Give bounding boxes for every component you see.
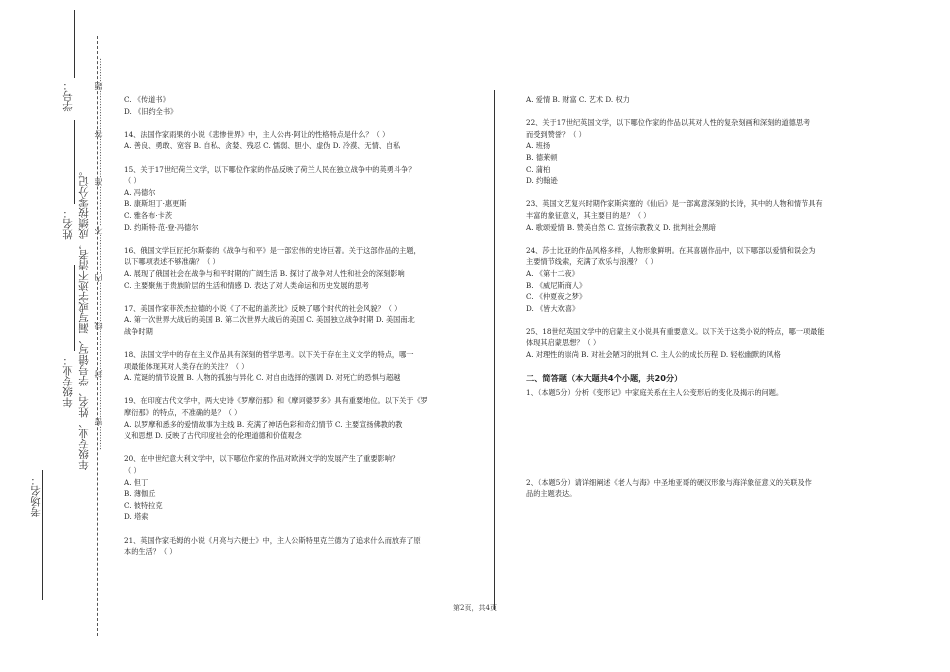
column-divider (494, 90, 495, 610)
question-text: 1、（本题5分）分析《变形记》中家庭关系在主人公变形后的变化及揭示的问题。 (526, 388, 784, 398)
question-text: 主要情节线索，充满了欢乐与浪漫？（ ） (526, 257, 658, 267)
question-text: 25、18世纪英国文学中的启蒙主义小说具有重要意义。以下关于这类小说的特点，哪一项最能 (526, 326, 825, 336)
grade-major-line (74, 265, 75, 351)
question-text: 18、法国文学中的存在主义作品具有深刻的哲学思考。以下关于存在主义文学的特点，哪一 (124, 350, 414, 360)
question-text: 品的主题表达。 (526, 489, 577, 499)
question-16 (124, 245, 474, 291)
question-text: 15、关于17世纪荷兰文学，以下哪位作家的作品反映了荷兰人民在独立战争中的英勇斗争？ (124, 164, 416, 174)
option-line: C. 蒲柏 (526, 164, 551, 174)
section-title: 二、简答题（本大题共4个小题，共20分） (526, 373, 683, 384)
question-text: （ ） (124, 176, 141, 186)
question-text: 体现其启蒙思想？（ ） (526, 338, 601, 348)
option-line: 义和思想 D. 反映了古代印度社会的伦理道德和价值观念 (124, 431, 302, 441)
page-number: 第2页，共4页 (453, 604, 497, 612)
seal-dashed-line (97, 36, 98, 636)
option-line: C. 彼特拉克 (124, 500, 163, 510)
question-17 (124, 303, 474, 338)
name-label: 姓名： (62, 208, 74, 240)
question-text: 16、俄国文学巨匠托尔斯泰的《战争与和平》是一部宏伟的史诗巨著。关于这部作品的主题， (124, 245, 421, 255)
option-line: A. 展现了俄国社会在战争与和平时期的广阔生活 B. 探讨了战争对人性和社会的深刻影响 (124, 268, 405, 278)
answer-space-1[interactable] (526, 399, 876, 477)
question-text: 以下哪项表述不够准确？（ ） (124, 257, 220, 267)
question-13-options (124, 94, 474, 117)
question-text: 23、英国文艺复兴时期作家斯宾塞的《仙后》是一部寓意深刻的长诗，其中的人物和情节具有 (526, 199, 823, 209)
option-line: A. 爱情 B. 财富 C. 艺术 D. 权力 (526, 95, 630, 104)
question-21 (124, 535, 474, 558)
question-14 (124, 129, 474, 152)
question-text: 项最能体现其对人类存在的关注？（ ） (124, 361, 249, 371)
question-19 (124, 395, 474, 441)
option-line: B. 薄伽丘 (124, 489, 156, 499)
option-line: A. 荒诞的情节设置 B. 人物的孤独与异化 C. 对自由选择的强调 D. 对死亡的恐惧与超越 (124, 373, 401, 383)
question-text: 而受到赞誉？（ ） (526, 129, 586, 139)
option-line: A. 但丁 (124, 477, 149, 487)
option-line: B. 《威尼斯商人》 (526, 280, 587, 290)
question-text: 17、美国作家菲茨杰拉德的小说《了不起的盖茨比》反映了哪个时代的社会风貌？（ ） (124, 303, 402, 313)
question-18 (124, 349, 474, 384)
binding-strip (0, 0, 110, 672)
option-line: A. 歌颂爱情 B. 赞美自然 C. 宣扬宗教教义 D. 批判社会黑暗 (526, 222, 717, 232)
name-line (74, 120, 75, 204)
question-text: 丰富的象征意义，其主要目的是？（ ） (526, 210, 651, 220)
option-line: A. 对理性的崇尚 B. 对社会陋习的批判 C. 主人公的成长历程 D. 轻松幽默的风格 (526, 350, 781, 360)
question-22 (526, 117, 876, 187)
option-line: B. 德莱顿 (526, 152, 558, 162)
short-answer-1 (526, 387, 876, 399)
option-line: C. 雅各布·卡茨 (124, 210, 173, 220)
option-line: D. 约斯特·范·登·冯德尔 (124, 222, 199, 232)
option-line: A. 冯德尔 (124, 187, 156, 197)
seal-line-warning: ………密……………封……………线……………内……………不……………准……………答……………题……… (94, 58, 103, 450)
question-text: 20、在中世纪意大利文学中，以下哪位作家的作品对欧洲文学的发展产生了重要影响？ (124, 454, 400, 464)
question-text: 摩衍那》的特点，不准确的是？（ ） (124, 408, 242, 418)
grade-major-label: 年级专业： (62, 355, 74, 408)
right-column (526, 94, 876, 500)
option-line: A. 班扬 (526, 141, 551, 151)
question-text: 22、关于17世纪英国文学，以下哪位作家的作品以其对人性的复杂刻画和深刻的道德思考 (526, 118, 811, 128)
question-15 (124, 164, 474, 234)
question-text: 24、莎士比亚的作品风格多样，人物形象鲜明。在其喜剧作品中，以下哪部以爱情和误会为 (526, 245, 816, 255)
notice-text: 年级专业、姓名、学号错写、漏写或字迹不清者，成绩按零分记。 (78, 165, 90, 470)
option-line: D. 《旧约全书》 (124, 106, 178, 116)
question-text: 本的生活？（ ） (124, 547, 177, 557)
option-line: C. 《传道书》 (124, 95, 170, 104)
option-line: C. 《仲夏夜之梦》 (526, 292, 587, 302)
option-line: B. 康斯坦丁·惠更斯 (124, 199, 187, 209)
question-24 (526, 245, 876, 315)
option-line: D. 塔索 (124, 512, 149, 522)
student-id-line (74, 10, 75, 78)
option-line: D. 《皆大欢喜》 (526, 303, 580, 313)
question-25 (526, 326, 876, 361)
question-23 (526, 198, 876, 233)
option-line: D. 约翰逊 (526, 176, 558, 186)
question-20 (124, 453, 474, 523)
question-text: 2、（本题5分）请详细阐述《老人与海》中圣地亚哥的硬汉形象与海洋象征意义的关联及作 (526, 477, 812, 487)
left-column (124, 94, 474, 569)
option-line: A. 善良、勇敢、宽容 B. 自私、贪婪、残忍 C. 懦弱、胆小、虚伪 D. 冷漠、无情、自私 (124, 141, 401, 151)
exam-room-line (42, 470, 43, 600)
student-id-label: 学号： (62, 80, 74, 112)
short-answer-2 (526, 477, 876, 500)
exam-room-label: 考场名： (30, 475, 42, 517)
option-line: 战争时期 (124, 326, 153, 336)
question-text: 19、在印度古代文学中，两大史诗《罗摩衍那》和《摩诃婆罗多》具有重要地位。以下关于《罗 (124, 396, 428, 406)
option-line: A. 第一次世界大战后的美国 B. 第二次世界大战后的美国 C. 美国独立战争时期 D. 美国南北 (124, 315, 415, 325)
question-text: 21、英国作家毛姆的小说《月亮与六便士》中，主人公斯特里克兰德为了追求什么而放弃了原 (124, 535, 421, 545)
question-text: 14、法国作家雨果的小说《悲惨世界》中，主人公冉·阿让的性格特点是什么？（ ） (124, 129, 390, 139)
question-21-options (526, 94, 876, 106)
option-line: A. 《第十二夜》 (526, 268, 579, 278)
question-text: （ ） (124, 466, 141, 475)
option-line: C. 主要聚焦于贵族阶层的生活和情感 D. 表达了对人类命运和历史发展的思考 (124, 280, 369, 290)
option-line: A. 以罗摩和悉多的爱情故事为主线 B. 充满了神话色彩和奇幻情节 C. 主要宣扬佛教的教 (124, 419, 403, 429)
